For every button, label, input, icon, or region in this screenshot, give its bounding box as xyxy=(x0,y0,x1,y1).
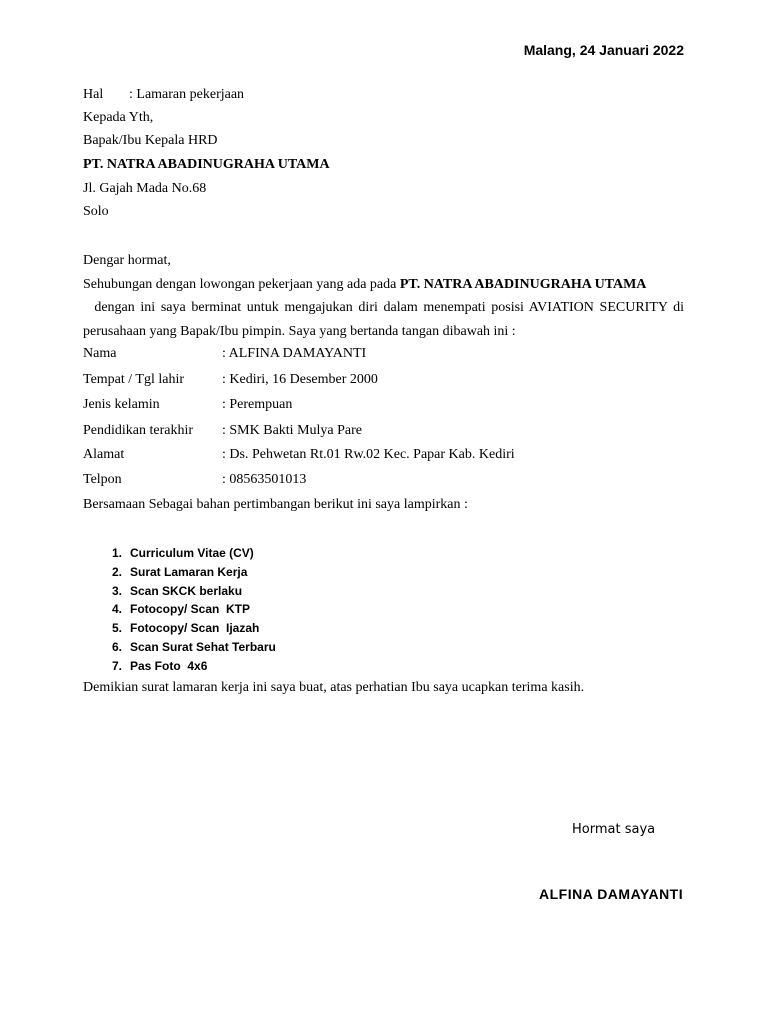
subject-line xyxy=(83,87,244,103)
intro-company: PT. NATRA ABADINUGRAHA UTAMA xyxy=(399,277,647,292)
signer-name: ALFINA DAMAYANTI xyxy=(539,886,684,902)
subject-label: Hal xyxy=(83,87,104,102)
list-item-text: Fotocopy/ Scan Ijazah xyxy=(130,621,260,636)
list-item-number: 3. xyxy=(112,583,123,598)
address-line-2: Solo xyxy=(83,204,109,219)
intro-line-1 xyxy=(83,277,646,293)
field-value-phone: : 08563501013 xyxy=(222,472,307,487)
list-item-number: 6. xyxy=(112,639,123,654)
intro-line-2 xyxy=(83,300,684,316)
attachment-list xyxy=(83,545,276,677)
salutation: Dengar hormat, xyxy=(83,253,171,268)
list-item-text: Scan Surat Sehat Terbaru xyxy=(130,639,276,654)
list-item-text: Scan SKCK berlaku xyxy=(130,583,243,598)
list-item-number: 4. xyxy=(112,602,123,617)
list-item-number: 5. xyxy=(112,621,123,636)
field-label-nama: Nama xyxy=(83,346,117,361)
list-item-text: Curriculum Vitae (CV) xyxy=(130,546,254,560)
list-item xyxy=(83,639,276,658)
intro-line-3: perusahaan yang Bapak/Ibu pimpin. Saya yang bertanda tangan dibawah ini : xyxy=(83,324,516,339)
list-item-number: 1. xyxy=(112,546,123,560)
list-item-number: 7. xyxy=(112,658,123,673)
field-value-ttl: : Kediri, 16 Desember 2000 xyxy=(222,372,378,387)
address-line-1: Jl. Gajah Mada No.68 xyxy=(83,181,207,196)
recipient-line-1: Kepada Yth, xyxy=(83,110,154,125)
recipient-line-2: Bapak/Ibu Kepala HRD xyxy=(83,133,218,148)
list-item xyxy=(83,545,276,564)
closing-greeting: Hormat saya xyxy=(572,822,656,837)
field-label-address: Alamat xyxy=(83,447,125,462)
field-value-education: : SMK Bakti Mulya Pare xyxy=(222,423,362,438)
list-item xyxy=(83,583,276,602)
list-item-text: Surat Lamaran Kerja xyxy=(130,564,248,579)
list-item-text: Fotocopy/ Scan KTP xyxy=(130,602,251,617)
company-name: PT. NATRA ABADINUGRAHA UTAMA xyxy=(83,157,330,172)
letter-date: Malang, 24 Januari 2022 xyxy=(523,42,684,58)
list-item-number: 2. xyxy=(112,564,123,579)
list-item xyxy=(83,564,276,583)
subject-value: : Lamaran pekerjaan xyxy=(129,87,245,102)
list-item xyxy=(83,658,276,677)
closing-paragraph: Demikian surat lamaran kerja ini saya buat, atas perhatian Ibu saya ucapkan terima kasih. xyxy=(83,680,585,695)
field-label-gender: Jenis kelamin xyxy=(83,397,160,412)
field-label-education: Pendidikan terakhir xyxy=(83,423,194,438)
field-value-nama: : ALFINA DAMAYANTI xyxy=(222,346,367,361)
intro-line-2-text: dengan ini saya berminat untuk mengajukan diri dalam menempati posisi AVIATION SECURITY di xyxy=(94,300,685,315)
list-item-text: Pas Foto 4x6 xyxy=(130,658,208,673)
field-label-phone: Telpon xyxy=(83,472,122,487)
field-value-gender: : Perempuan xyxy=(222,397,293,412)
list-item xyxy=(83,601,276,620)
intro-text: Sehubungan dengan lowongan pekerjaan yang ada pada xyxy=(83,277,397,292)
attachment-intro: Bersamaan Sebagai bahan pertimbangan berikut ini saya lampirkan : xyxy=(83,497,468,512)
field-value-address: : Ds. Pehwetan Rt.01 Rw.02 Kec. Papar Kab. Kediri xyxy=(222,447,515,462)
list-item xyxy=(83,620,276,639)
field-label-ttl: Tempat / Tgl lahir xyxy=(83,372,185,387)
